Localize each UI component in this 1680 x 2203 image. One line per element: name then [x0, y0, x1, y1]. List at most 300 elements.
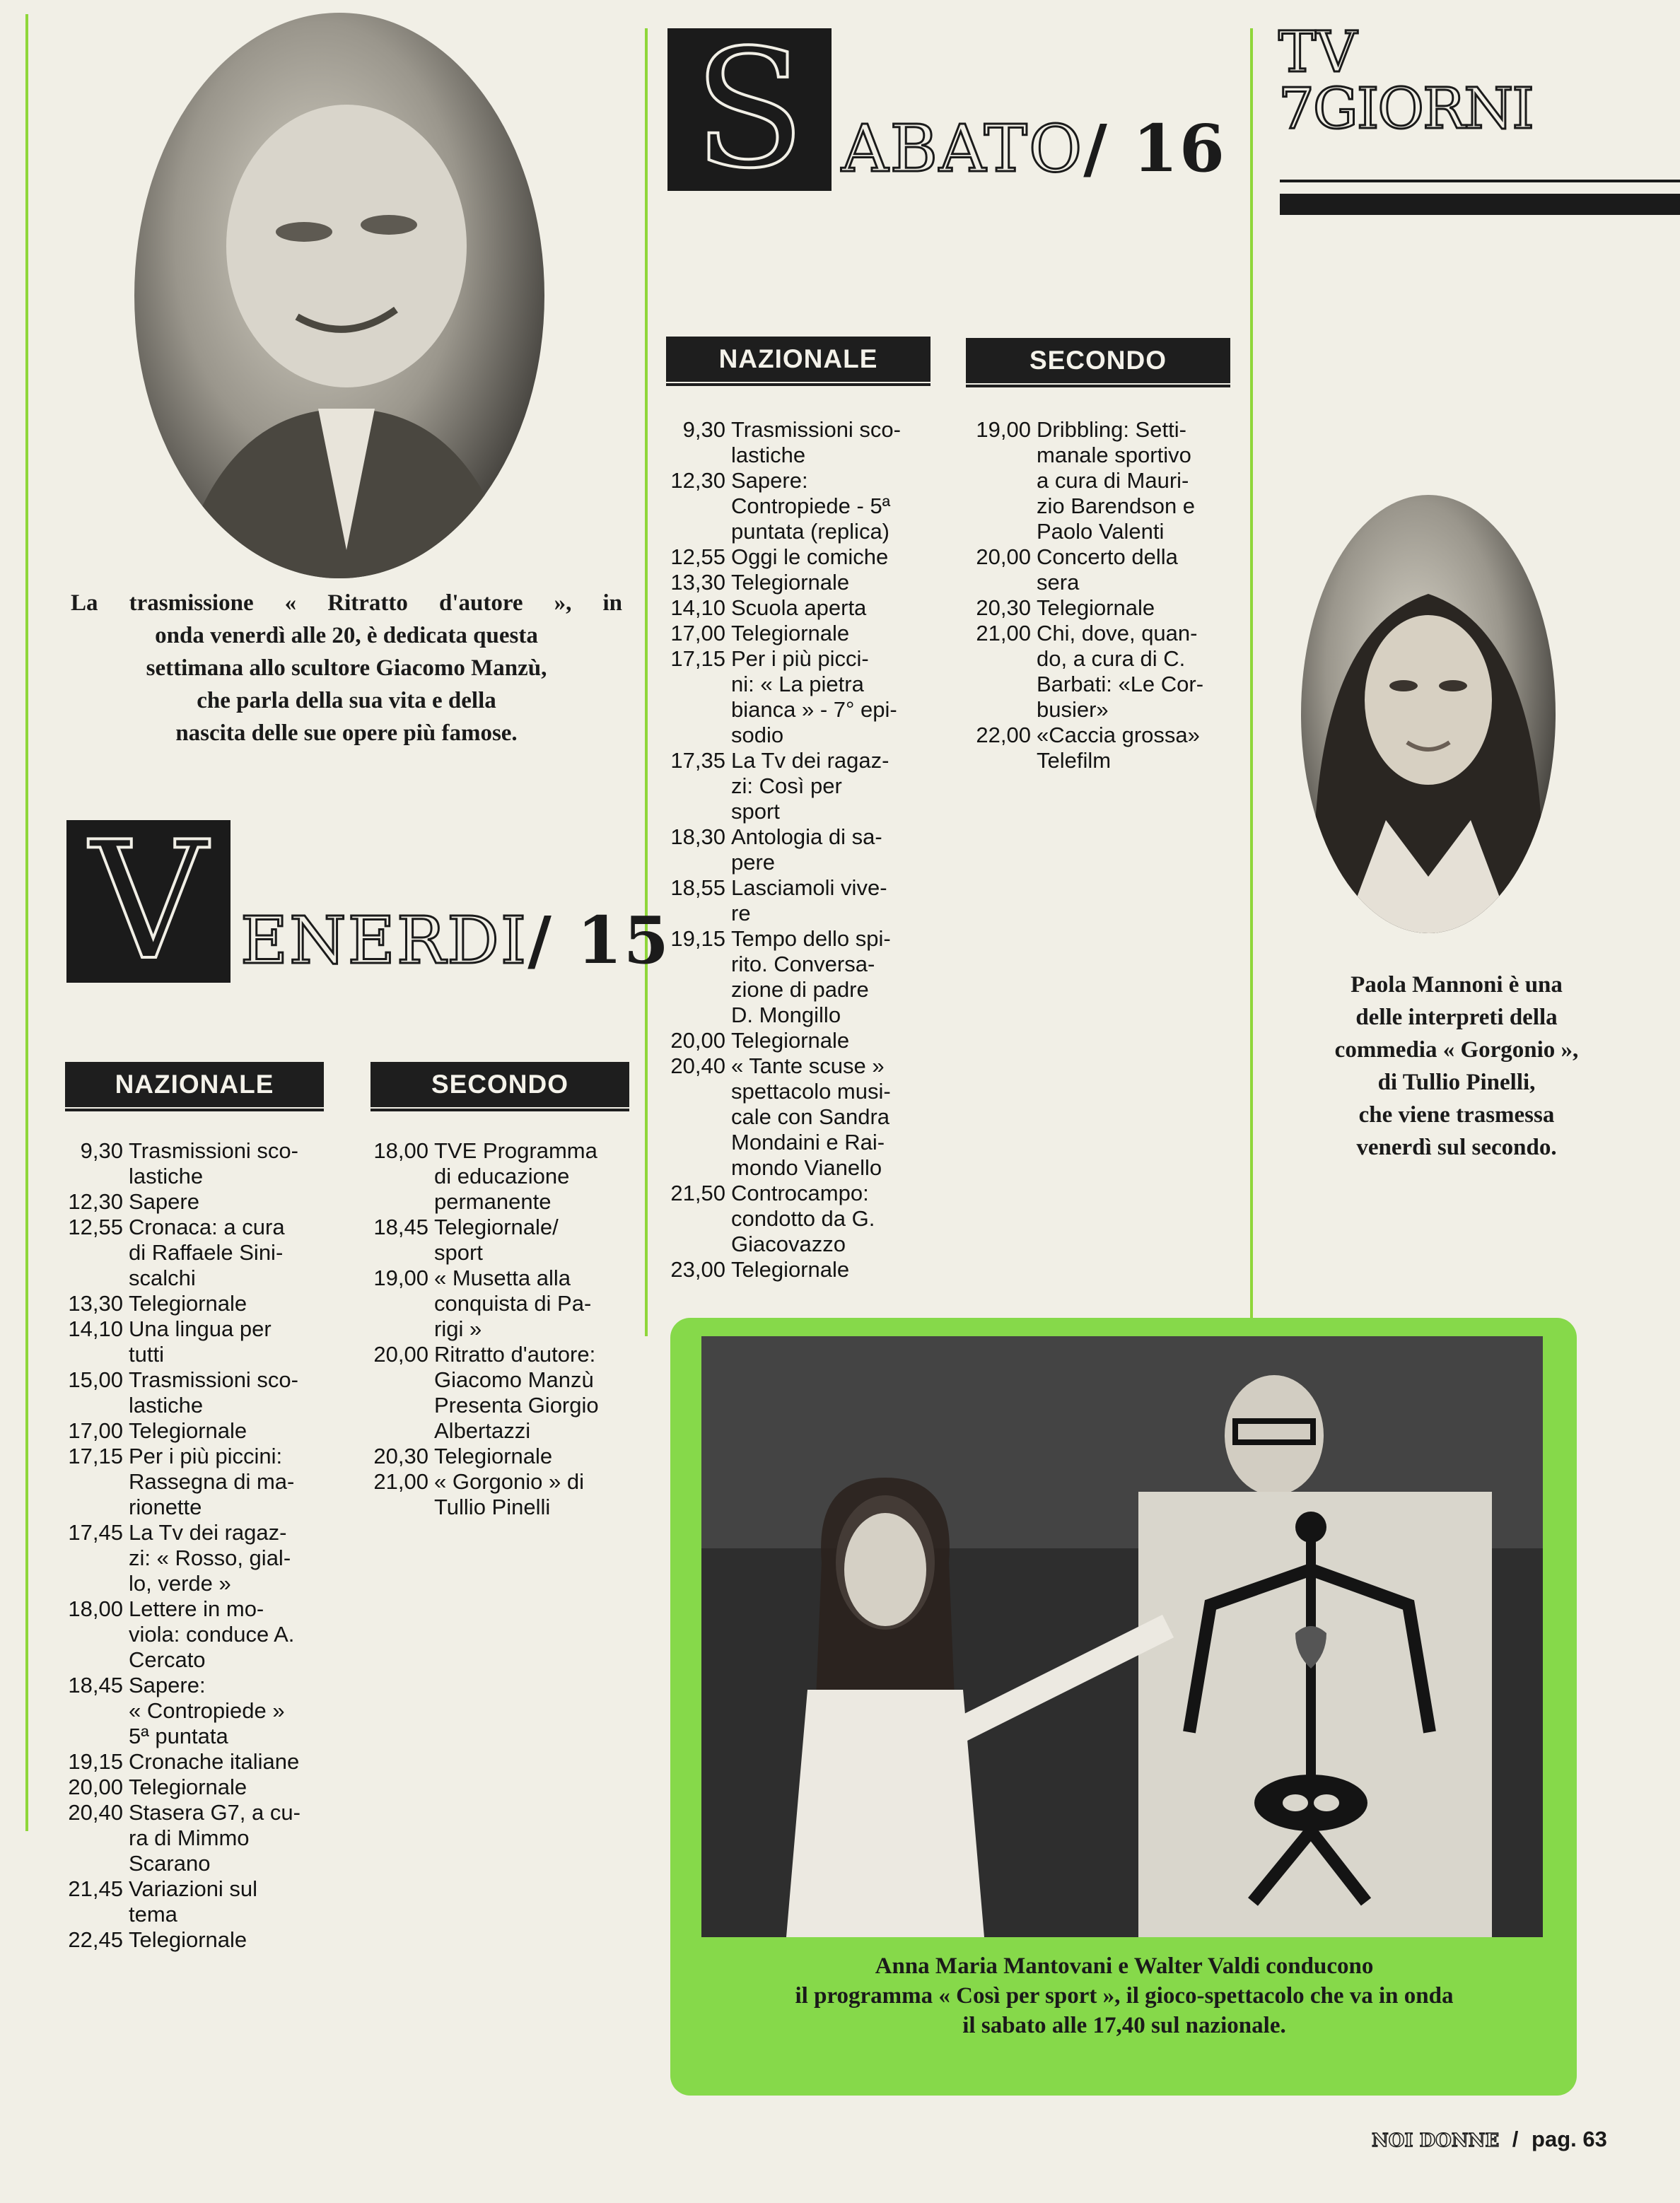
schedule-line: [55, 1800, 329, 1825]
program-title: di Raffaele Sini-: [129, 1240, 284, 1265]
program-title: tutti: [129, 1342, 164, 1367]
program-title: 5ª puntata: [129, 1724, 228, 1748]
time-spacer: [361, 1164, 434, 1189]
time-spacer: [658, 773, 731, 799]
caption-line: che viene trasmessa: [1358, 1102, 1555, 1128]
schedule-line: [658, 697, 936, 723]
program-title: Dribbling: Setti-: [1037, 417, 1186, 442]
schedule-line: [658, 1079, 936, 1104]
caption-line: nascita delle sue opere più famose.: [175, 720, 518, 746]
caption-line: che parla della sua vita e della: [197, 688, 496, 713]
schedule-line: [658, 1130, 936, 1155]
mantovani-valdi-photo: [701, 1336, 1543, 1937]
schedule-line: [55, 1571, 329, 1596]
time-spacer: [55, 1342, 129, 1367]
schedule-line: [55, 1291, 329, 1316]
sabato-heading-rest: ABATO: [841, 111, 1084, 187]
venerdi-heading-num: / 15: [527, 902, 670, 978]
sabato-secondo-header: SECONDO: [966, 338, 1230, 383]
program-title: Lettere in mo-: [129, 1596, 264, 1621]
program-time: 17,45: [68, 1520, 123, 1545]
sabato-heading-num: / 16: [1083, 110, 1226, 187]
schedule-line: [963, 748, 1239, 773]
program-time: 17,15: [670, 646, 725, 671]
schedule-line: [658, 850, 936, 875]
program-time: 21,50: [670, 1181, 725, 1205]
program-title: Paolo Valenti: [1037, 519, 1165, 544]
schedule-line: [658, 901, 936, 926]
logo-line2: 7GIORNI: [1278, 76, 1533, 141]
footer-separator: /: [1512, 2127, 1519, 2151]
program-title: Telegiornale: [731, 1257, 850, 1282]
time-spacer: [658, 1232, 731, 1257]
program-time: 21,00: [373, 1469, 428, 1494]
schedule-line: [361, 1240, 636, 1266]
program-title: mondo Vianello: [731, 1155, 882, 1180]
time-spacer: [658, 443, 731, 468]
program-time: 23,00: [670, 1257, 725, 1282]
caption-line: il programma « Così per sport », il gioco-spettacolo che va in onda: [795, 1983, 1454, 2009]
schedule-line: [361, 1469, 636, 1495]
schedule-line: [658, 468, 936, 493]
program-title: zi: Così per: [731, 773, 842, 798]
schedule-line: [658, 824, 936, 850]
schedule-line: [658, 1028, 936, 1053]
schedule-line: [55, 1266, 329, 1291]
program-time: 13,30: [670, 570, 725, 595]
schedule-line: [55, 1367, 329, 1393]
program-title: Telegiornale: [731, 570, 850, 595]
program-title: TVE Programma: [434, 1138, 597, 1163]
program-time: 19,00: [976, 417, 1031, 442]
time-spacer: [361, 1393, 434, 1418]
program-title: busier»: [1037, 697, 1109, 722]
schedule-line: [658, 926, 936, 952]
time-spacer: [963, 468, 1037, 493]
program-title: Scarano: [129, 1851, 211, 1876]
venerdi-heading-rest: ENERDI: [240, 903, 528, 978]
schedule-line: [658, 723, 936, 748]
schedule-line: [55, 1316, 329, 1342]
schedule-line: [658, 875, 936, 901]
program-title: La Tv dei ragaz-: [129, 1520, 287, 1545]
time-spacer: [658, 493, 731, 519]
program-title: di educazione: [434, 1164, 570, 1188]
schedule-line: [361, 1367, 636, 1393]
time-spacer: [55, 1240, 129, 1266]
program-time: 19,15: [670, 926, 725, 951]
program-title: zi: « Rosso, gial-: [129, 1545, 291, 1570]
program-title: manale sportivo: [1037, 443, 1191, 467]
sabato-nazionale-header: NAZIONALE: [666, 337, 931, 382]
program-title: rionette: [129, 1495, 202, 1519]
program-time: 19,15: [68, 1749, 123, 1774]
program-title: spettacolo musi-: [731, 1079, 891, 1104]
magazine-name: NOI DONNE: [1372, 2130, 1500, 2151]
program-time: 15,00: [68, 1367, 123, 1392]
program-time: 12,55: [670, 544, 725, 569]
program-time: 22,45: [68, 1927, 123, 1952]
schedule-line: [55, 1622, 329, 1647]
time-spacer: [55, 1469, 129, 1495]
schedule-line: [55, 1495, 329, 1520]
schedule-line: [658, 493, 936, 519]
schedule-line: [658, 646, 936, 672]
program-title: Controcampo:: [731, 1181, 869, 1205]
schedule-line: [658, 570, 936, 595]
schedule-line: [658, 748, 936, 773]
sabato-secondo-schedule: [963, 417, 1239, 773]
program-title: a cura di Mauri-: [1037, 468, 1189, 493]
time-spacer: [658, 1155, 731, 1181]
schedule-line: [658, 621, 936, 646]
time-spacer: [55, 1825, 129, 1851]
schedule-line: [963, 595, 1239, 621]
time-spacer: [658, 519, 731, 544]
time-spacer: [361, 1316, 434, 1342]
program-title: Telegiornale: [1037, 595, 1155, 620]
schedule-line: [658, 1053, 936, 1079]
caption-line: il sabato alle 17,40 sul nazionale.: [962, 2013, 1286, 2038]
schedule-line: [55, 1342, 329, 1367]
program-title: Trasmissioni sco-: [731, 417, 901, 442]
time-spacer: [55, 1495, 129, 1520]
program-title: zione di padre: [731, 977, 869, 1002]
venerdi-nazionale-schedule: [55, 1138, 329, 1953]
schedule-line: [361, 1164, 636, 1189]
program-time: 20,30: [976, 595, 1031, 620]
time-spacer: [55, 1647, 129, 1673]
program-title: Telegiornale: [129, 1775, 247, 1799]
program-time: 19,00: [373, 1266, 428, 1290]
center-green-rule: [645, 28, 648, 1336]
time-spacer: [658, 697, 731, 723]
venerdi-secondo-schedule: [361, 1138, 636, 1520]
program-time: 17,00: [68, 1418, 123, 1443]
schedule-line: [55, 1724, 329, 1749]
program-time: 18,00: [373, 1138, 428, 1163]
program-time: 18,30: [670, 824, 725, 849]
time-spacer: [963, 493, 1037, 519]
sabato-nazionale-schedule: [658, 417, 936, 1282]
program-title: Ritratto d'autore:: [434, 1342, 596, 1367]
schedule-line: [361, 1138, 636, 1164]
schedule-line: [361, 1215, 636, 1240]
schedule-line: [361, 1316, 636, 1342]
program-title: sodio: [731, 723, 784, 747]
program-time: 20,40: [670, 1053, 725, 1078]
program-title: scalchi: [129, 1266, 196, 1290]
venerdi-initial: V: [89, 807, 208, 996]
time-spacer: [658, 1003, 731, 1028]
program-title: Tullio Pinelli: [434, 1495, 551, 1519]
schedule-line: [361, 1189, 636, 1215]
schedule-line: [361, 1342, 636, 1367]
schedule-line: [55, 1902, 329, 1927]
program-title: bianca » - 7° epi-: [731, 697, 897, 722]
schedule-line: [55, 1393, 329, 1418]
time-spacer: [55, 1724, 129, 1749]
program-title: rigi »: [434, 1316, 482, 1341]
program-title: « Tante scuse »: [731, 1053, 885, 1078]
program-title: sport: [731, 799, 780, 824]
schedule-line: [55, 1520, 329, 1545]
caption-line: di Tullio Pinelli,: [1377, 1070, 1536, 1095]
logo-line1: TV: [1278, 19, 1358, 85]
schedule-line: [361, 1291, 636, 1316]
time-spacer: [361, 1240, 434, 1266]
right-green-rule: [1250, 28, 1253, 1336]
program-time: 17,00: [670, 621, 725, 645]
program-title: « Gorgonio » di: [434, 1469, 584, 1494]
program-title: Telegiornale: [731, 621, 850, 645]
time-spacer: [658, 672, 731, 697]
program-title: Giacovazzo: [731, 1232, 846, 1256]
program-time: 22,00: [976, 723, 1031, 747]
schedule-line: [658, 672, 936, 697]
program-title: Trasmissioni sco-: [129, 1138, 298, 1163]
schedule-line: [963, 468, 1239, 493]
schedule-line: [963, 493, 1239, 519]
program-time: 20,30: [373, 1444, 428, 1468]
time-spacer: [963, 672, 1037, 697]
program-title: viola: conduce A.: [129, 1622, 295, 1647]
schedule-line: [55, 1775, 329, 1800]
caption-line: venerdì sul secondo.: [1356, 1135, 1557, 1160]
page-number: pag. 63: [1532, 2127, 1607, 2151]
program-title: Telegiornale: [129, 1927, 247, 1952]
program-title: Concerto della: [1037, 544, 1178, 569]
time-spacer: [55, 1851, 129, 1876]
program-title: rito. Conversa-: [731, 952, 875, 976]
schedule-line: [361, 1495, 636, 1520]
schedule-line: [658, 952, 936, 977]
schedule-line: [55, 1825, 329, 1851]
program-time: 18,45: [68, 1673, 123, 1697]
program-time: 13,30: [68, 1291, 123, 1316]
time-spacer: [658, 977, 731, 1003]
schedule-line: [658, 1257, 936, 1282]
program-time: 12,55: [68, 1215, 123, 1239]
schedule-line: [55, 1876, 329, 1902]
schedule-line: [55, 1749, 329, 1775]
program-title: Barbati: «Le Cor-: [1037, 672, 1204, 696]
program-title: do, a cura di C.: [1037, 646, 1186, 671]
caption-line: commedia « Gorgonio »,: [1334, 1037, 1579, 1063]
program-title: Telegiornale: [434, 1444, 553, 1468]
program-time: 20,40: [68, 1800, 123, 1825]
program-time: 18,55: [670, 875, 725, 900]
program-time: 17,15: [68, 1444, 123, 1468]
schedule-line: [963, 443, 1239, 468]
sabato-initial: S: [694, 15, 805, 204]
schedule-line: [55, 1444, 329, 1469]
schedule-line: [361, 1266, 636, 1291]
caption-line: onda venerdì alle 20, è dedicata questa: [155, 623, 538, 648]
schedule-line: [658, 1003, 936, 1028]
schedule-line: [658, 595, 936, 621]
program-title: Una lingua per: [129, 1316, 272, 1341]
time-spacer: [963, 519, 1037, 544]
program-time: 20,00: [373, 1342, 428, 1367]
program-title: sera: [1037, 570, 1080, 595]
program-title: Tempo dello spi-: [731, 926, 891, 951]
program-title: cale con Sandra: [731, 1104, 890, 1129]
logo-rule-thick: [1280, 194, 1680, 215]
program-title: « Musetta alla: [434, 1266, 571, 1290]
program-time: 20,00: [670, 1028, 725, 1053]
program-title: Albertazzi: [434, 1418, 531, 1443]
program-title: permanente: [434, 1189, 552, 1214]
time-spacer: [55, 1571, 129, 1596]
schedule-line: [963, 621, 1239, 646]
program-time: 12,30: [68, 1189, 123, 1214]
time-spacer: [963, 570, 1037, 595]
schedule-line: [658, 519, 936, 544]
schedule-line: [963, 570, 1239, 595]
program-title: conquista di Pa-: [434, 1291, 592, 1316]
time-spacer: [963, 748, 1037, 773]
schedule-line: [55, 1647, 329, 1673]
schedule-line: [963, 697, 1239, 723]
sabato-heading: [841, 110, 1226, 187]
time-spacer: [55, 1622, 129, 1647]
program-title: Stasera G7, a cu-: [129, 1800, 301, 1825]
time-spacer: [361, 1418, 434, 1444]
program-time: 20,00: [976, 544, 1031, 569]
time-spacer: [658, 1079, 731, 1104]
program-title: Sapere:: [129, 1673, 206, 1697]
schedule-line: [55, 1164, 329, 1189]
page-footer: [1372, 2127, 1607, 2152]
program-title: ra di Mimmo: [129, 1825, 250, 1850]
left-green-rule: [25, 14, 28, 1831]
program-title: Sapere:: [731, 468, 808, 493]
schedule-line: [963, 646, 1239, 672]
program-title: La Tv dei ragaz-: [731, 748, 889, 773]
schedule-line: [55, 1596, 329, 1622]
program-title: Cronaca: a cura: [129, 1215, 285, 1239]
program-title: D. Mongillo: [731, 1003, 841, 1027]
program-title: Telefilm: [1037, 748, 1112, 773]
mannoni-caption: [1266, 969, 1647, 1164]
schedule-line: [55, 1469, 329, 1495]
schedule-line: [658, 443, 936, 468]
schedule-line: [658, 1232, 936, 1257]
program-title: Sapere: [129, 1189, 199, 1214]
program-title: condotto da G.: [731, 1206, 875, 1231]
time-spacer: [361, 1367, 434, 1393]
program-title: Chi, dove, quan-: [1037, 621, 1198, 645]
program-title: Cercato: [129, 1647, 206, 1672]
schedule-line: [658, 1104, 936, 1130]
program-title: lastiche: [129, 1393, 204, 1418]
time-spacer: [55, 1164, 129, 1189]
time-spacer: [361, 1495, 434, 1520]
time-spacer: [55, 1902, 129, 1927]
program-title: Telegiornale: [129, 1418, 247, 1443]
program-time: 18,00: [68, 1596, 123, 1621]
mannoni-portrait-photo: [1301, 495, 1556, 933]
schedule-line: [658, 1155, 936, 1181]
time-spacer: [963, 443, 1037, 468]
program-time: 9,30: [682, 417, 725, 442]
schedule-line: [55, 1698, 329, 1724]
program-title: zio Barendson e: [1037, 493, 1196, 518]
time-spacer: [658, 850, 731, 875]
time-spacer: [963, 646, 1037, 672]
program-title: lastiche: [731, 443, 806, 467]
schedule-line: [658, 773, 936, 799]
time-spacer: [55, 1545, 129, 1571]
schedule-line: [55, 1240, 329, 1266]
time-spacer: [361, 1291, 434, 1316]
program-title: « Contropiede »: [129, 1698, 285, 1723]
caption-line: delle interpreti della: [1355, 1005, 1558, 1030]
program-title: re: [731, 901, 751, 925]
caption-line: La trasmissione « Ritratto d'autore », in: [71, 590, 622, 616]
caption-line: Paola Mannoni è una: [1351, 972, 1563, 998]
program-title: lo, verde »: [129, 1571, 231, 1596]
schedule-line: [963, 544, 1239, 570]
time-spacer: [361, 1189, 434, 1215]
schedule-line: [55, 1673, 329, 1698]
program-time: 20,00: [68, 1775, 123, 1799]
schedule-line: [361, 1393, 636, 1418]
program-time: 14,10: [670, 595, 725, 620]
schedule-line: [963, 723, 1239, 748]
time-spacer: [658, 723, 731, 748]
program-title: Antologia di sa-: [731, 824, 882, 849]
schedule-line: [963, 417, 1239, 443]
program-title: Mondaini e Rai-: [731, 1130, 885, 1155]
schedule-line: [361, 1444, 636, 1469]
schedule-line: [963, 519, 1239, 544]
program-title: Telegiornale: [731, 1028, 850, 1053]
program-title: Cronache italiane: [129, 1749, 300, 1774]
program-time: 12,30: [670, 468, 725, 493]
program-title: Rassegna di ma-: [129, 1469, 295, 1494]
program-time: 21,45: [68, 1876, 123, 1901]
program-title: Trasmissioni sco-: [129, 1367, 298, 1392]
time-spacer: [658, 1130, 731, 1155]
venerdi-heading: [240, 902, 670, 978]
program-time: 18,45: [373, 1215, 428, 1239]
program-title: Giacomo Manzù: [434, 1367, 594, 1392]
program-time: 9,30: [80, 1138, 123, 1163]
program-title: Telegiornale/: [434, 1215, 559, 1239]
schedule-line: [658, 544, 936, 570]
time-spacer: [55, 1393, 129, 1418]
venerdi-initial-block: [66, 807, 231, 996]
schedule-line: [55, 1927, 329, 1953]
program-title: Telegiornale: [129, 1291, 247, 1316]
program-time: 14,10: [68, 1316, 123, 1341]
venerdi-nazionale-header: NAZIONALE: [65, 1062, 324, 1107]
schedule-line: [658, 1206, 936, 1232]
caption-line: Anna Maria Mantovani e Walter Valdi conducono: [875, 1953, 1374, 1979]
schedule-line: [55, 1189, 329, 1215]
schedule-line: [55, 1545, 329, 1571]
mantovani-valdi-caption: [679, 1951, 1570, 2040]
program-title: tema: [129, 1902, 177, 1927]
schedule-line: [55, 1851, 329, 1876]
time-spacer: [55, 1266, 129, 1291]
time-spacer: [658, 1104, 731, 1130]
caption-line: settimana allo scultore Giacomo Manzù,: [146, 655, 547, 681]
manzu-caption: [71, 587, 622, 749]
schedule-line: [658, 977, 936, 1003]
